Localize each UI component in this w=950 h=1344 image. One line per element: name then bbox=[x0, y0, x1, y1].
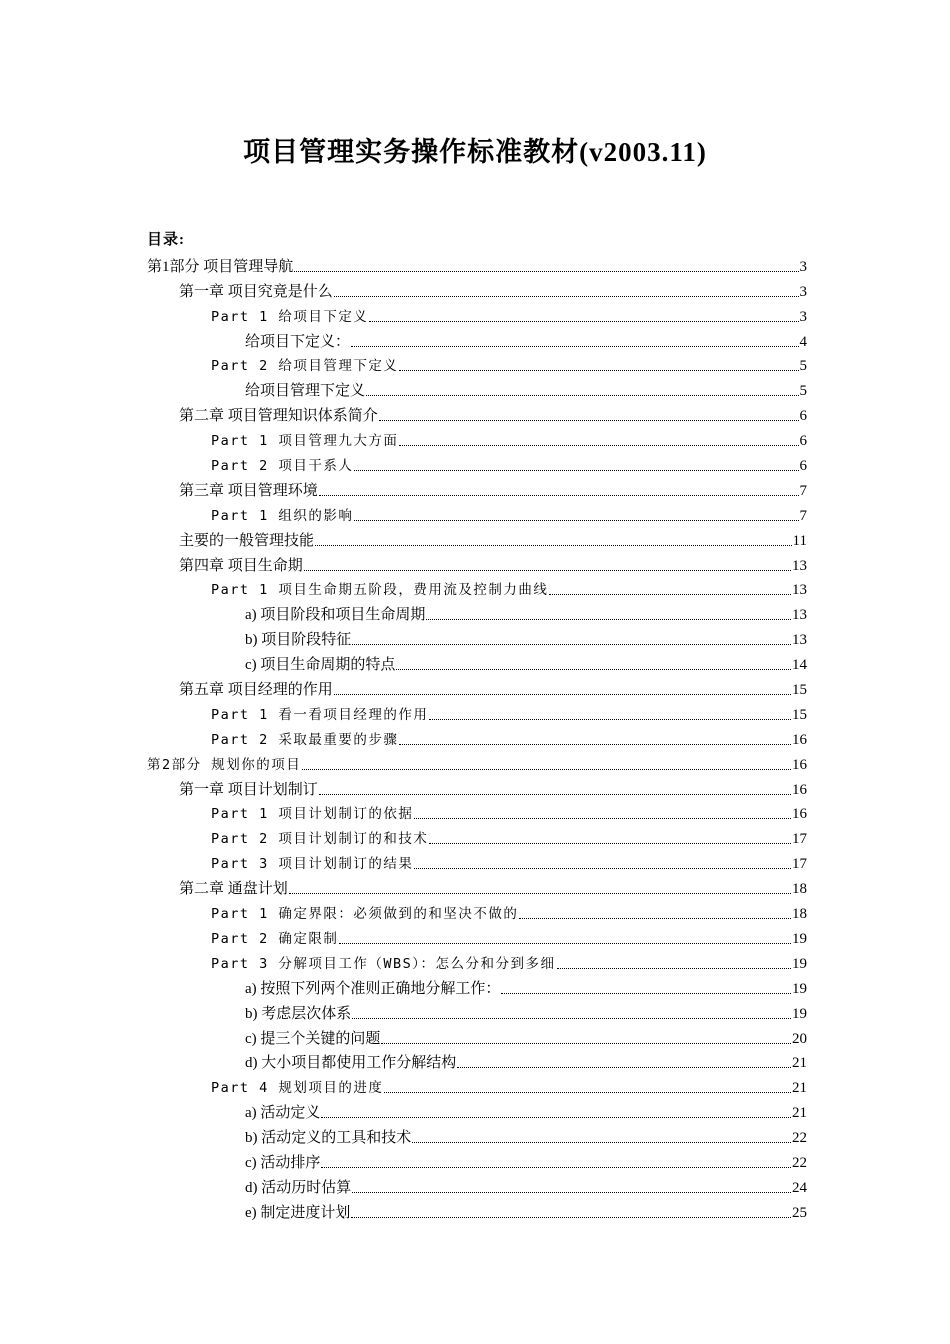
toc-entry-page: 17 bbox=[792, 831, 807, 848]
toc-entry[interactable] bbox=[147, 949, 807, 974]
toc-entry-page: 16 bbox=[792, 756, 807, 773]
toc-entry-page: 3 bbox=[799, 283, 807, 300]
toc-entry[interactable] bbox=[147, 376, 807, 401]
toc-entry-page: 11 bbox=[792, 532, 807, 549]
toc-entry-title: Part 1 确定界限：必须做到的和坚决不做的 bbox=[211, 906, 519, 923]
toc-leader-dots bbox=[294, 271, 798, 272]
toc-leader-dots bbox=[399, 370, 798, 371]
toc-entry[interactable] bbox=[147, 650, 807, 675]
toc-entry-title: 给项目管理下定义 bbox=[245, 383, 366, 400]
toc-leader-dots bbox=[289, 893, 791, 894]
toc-leader-dots bbox=[315, 545, 792, 546]
toc-leader-dots bbox=[412, 1142, 791, 1143]
toc-entry-page: 16 bbox=[792, 781, 807, 798]
toc-entry-page: 13 bbox=[792, 607, 807, 624]
toc-entry[interactable] bbox=[147, 277, 807, 302]
toc-leader-dots bbox=[429, 843, 791, 844]
toc-entry[interactable] bbox=[147, 1148, 807, 1173]
toc-entry-title: 第一章 项目究竟是什么 bbox=[179, 283, 333, 300]
toc-entry-title: c) 活动排序 bbox=[245, 1154, 321, 1171]
toc-entry-title: Part 1 项目计划制订的依据 bbox=[211, 806, 414, 823]
toc-entry[interactable] bbox=[147, 476, 807, 501]
toc-entry[interactable] bbox=[147, 401, 807, 426]
toc-entry[interactable] bbox=[147, 576, 807, 601]
toc-entry-page: 19 bbox=[792, 1005, 807, 1022]
toc-leader-dots bbox=[334, 694, 791, 695]
toc-entry-title: Part 1 项目管理九大方面 bbox=[211, 433, 399, 450]
toc-entry[interactable] bbox=[147, 874, 807, 899]
toc-entry-title: 第1部分 项目管理导航 bbox=[147, 258, 294, 275]
toc-entry[interactable] bbox=[147, 999, 807, 1024]
toc-entry-page: 21 bbox=[792, 1080, 807, 1097]
toc-leader-dots bbox=[384, 1092, 791, 1093]
toc-entry-title: e) 制定进度计划 bbox=[245, 1204, 351, 1221]
toc-entry[interactable] bbox=[147, 800, 807, 825]
document-title: 项目管理实务操作标准教材(v2003.11) bbox=[243, 137, 707, 167]
toc-entry-title: Part 3 分解项目工作（WBS）：怎么分和分到多细 bbox=[211, 955, 556, 972]
toc-leader-dots bbox=[426, 619, 791, 620]
toc-leader-dots bbox=[501, 993, 791, 994]
toc-entry-title: d) 活动历时估算 bbox=[245, 1179, 352, 1196]
toc-leader-dots bbox=[396, 669, 791, 670]
toc-entry[interactable] bbox=[147, 824, 807, 849]
toc-entry[interactable] bbox=[147, 849, 807, 874]
toc-entry-page: 21 bbox=[792, 1055, 807, 1072]
toc-entry[interactable] bbox=[147, 675, 807, 700]
toc-entry-page: 5 bbox=[799, 383, 807, 400]
toc-leader-dots bbox=[457, 1067, 791, 1068]
toc-leader-dots bbox=[321, 1167, 791, 1168]
toc-entry-title: b) 项目阶段特征 bbox=[245, 632, 352, 649]
toc-entry-page: 20 bbox=[792, 1030, 807, 1047]
toc-entry[interactable] bbox=[147, 775, 807, 800]
toc-entry-title: d) 大小项目都使用工作分解结构 bbox=[245, 1055, 457, 1072]
toc-entry-page: 24 bbox=[792, 1179, 807, 1196]
table-of-contents bbox=[147, 252, 807, 1223]
toc-entry[interactable] bbox=[147, 1049, 807, 1074]
toc-entry[interactable] bbox=[147, 1073, 807, 1098]
toc-leader-dots bbox=[414, 868, 791, 869]
toc-leader-dots bbox=[334, 296, 799, 297]
toc-entry-page: 15 bbox=[792, 706, 807, 723]
toc-entry[interactable] bbox=[147, 551, 807, 576]
toc-entry-title: 第2部分 规划你的项目 bbox=[147, 756, 302, 773]
toc-entry[interactable] bbox=[147, 750, 807, 775]
toc-entry-page: 3 bbox=[799, 258, 807, 275]
toc-leader-dots bbox=[352, 1018, 791, 1019]
toc-entry[interactable] bbox=[147, 1173, 807, 1198]
toc-entry-page: 18 bbox=[792, 881, 807, 898]
toc-entry-page: 16 bbox=[792, 731, 807, 748]
toc-leader-dots bbox=[351, 346, 798, 347]
toc-entry-title: Part 2 给项目管理下定义 bbox=[211, 358, 399, 375]
toc-entry-title: Part 1 项目生命期五阶段，费用流及控制力曲线 bbox=[211, 582, 549, 599]
toc-leader-dots bbox=[352, 1192, 791, 1193]
toc-label: 目录: bbox=[147, 232, 185, 248]
toc-entry[interactable] bbox=[147, 924, 807, 949]
toc-leader-dots bbox=[304, 570, 791, 571]
toc-entry-title: 主要的一般管理技能 bbox=[179, 532, 315, 549]
toc-entry-page: 6 bbox=[799, 408, 807, 425]
toc-leader-dots bbox=[366, 395, 798, 396]
toc-entry-page: 21 bbox=[792, 1105, 807, 1122]
toc-entry-title: a) 活动定义 bbox=[245, 1105, 321, 1122]
toc-leader-dots bbox=[302, 769, 791, 770]
toc-entry[interactable] bbox=[147, 725, 807, 750]
toc-entry-title: 第三章 项目管理环境 bbox=[179, 482, 318, 499]
toc-entry-page: 25 bbox=[792, 1204, 807, 1221]
toc-leader-dots bbox=[319, 794, 791, 795]
toc-leader-dots bbox=[519, 918, 791, 919]
toc-entry-title: b) 活动定义的工具和技术 bbox=[245, 1130, 412, 1147]
toc-entry[interactable] bbox=[147, 302, 807, 327]
toc-entry-page: 6 bbox=[799, 433, 807, 450]
toc-entry[interactable] bbox=[147, 252, 807, 277]
toc-entry-page: 13 bbox=[792, 582, 807, 599]
toc-entry-page: 4 bbox=[799, 333, 807, 350]
toc-entry-title: Part 2 项目干系人 bbox=[211, 458, 354, 475]
toc-entry[interactable] bbox=[147, 426, 807, 451]
toc-entry-title: Part 1 给项目下定义 bbox=[211, 308, 369, 325]
toc-entry-title: b) 考虑层次体系 bbox=[245, 1005, 352, 1022]
toc-entry-title: Part 3 项目计划制订的结果 bbox=[211, 856, 414, 873]
toc-leader-dots bbox=[339, 943, 791, 944]
toc-leader-dots bbox=[381, 1043, 791, 1044]
toc-entry-title: a) 项目阶段和项目生命周期 bbox=[245, 607, 426, 624]
toc-leader-dots bbox=[369, 321, 798, 322]
toc-leader-dots bbox=[354, 520, 798, 521]
toc-entry-title: 第四章 项目生命期 bbox=[179, 557, 303, 574]
toc-entry[interactable] bbox=[147, 1198, 807, 1223]
toc-entry-title: 第二章 项目管理知识体系简介 bbox=[179, 408, 378, 425]
toc-leader-dots bbox=[399, 445, 798, 446]
toc-leader-dots bbox=[352, 644, 791, 645]
toc-entry-title: Part 2 确定限制 bbox=[211, 930, 339, 947]
toc-entry[interactable] bbox=[147, 501, 807, 526]
toc-entry-page: 19 bbox=[792, 930, 807, 947]
toc-entry-page: 14 bbox=[792, 657, 807, 674]
toc-entry[interactable] bbox=[147, 1098, 807, 1123]
toc-leader-dots bbox=[549, 594, 791, 595]
toc-entry-title: 第二章 通盘计划 bbox=[179, 881, 288, 898]
toc-leader-dots bbox=[319, 495, 799, 496]
toc-entry-title: Part 1 组织的影响 bbox=[211, 507, 354, 524]
toc-entry-title: a) 按照下列两个准则正确地分解工作： bbox=[245, 980, 501, 997]
toc-entry[interactable] bbox=[147, 327, 807, 352]
toc-entry-page: 5 bbox=[799, 358, 807, 375]
toc-leader-dots bbox=[399, 744, 791, 745]
toc-entry-page: 15 bbox=[792, 682, 807, 699]
toc-entry-title: Part 2 采取最重要的步骤 bbox=[211, 731, 399, 748]
toc-leader-dots bbox=[379, 420, 799, 421]
toc-leader-dots bbox=[429, 719, 791, 720]
toc-entry[interactable] bbox=[147, 899, 807, 924]
toc-entry-page: 19 bbox=[792, 955, 807, 972]
toc-entry[interactable] bbox=[147, 974, 807, 999]
toc-entry-page: 13 bbox=[792, 632, 807, 649]
toc-entry-page: 22 bbox=[792, 1130, 807, 1147]
toc-leader-dots bbox=[321, 1117, 791, 1118]
toc-entry-page: 18 bbox=[792, 906, 807, 923]
toc-entry-page: 7 bbox=[799, 482, 807, 499]
toc-leader-dots bbox=[557, 968, 791, 969]
toc-leader-dots bbox=[414, 818, 791, 819]
toc-entry-page: 7 bbox=[799, 507, 807, 524]
toc-entry-title: Part 2 项目计划制订的和技术 bbox=[211, 831, 429, 848]
toc-entry-page: 17 bbox=[792, 856, 807, 873]
toc-entry-title: Part 1 看一看项目经理的作用 bbox=[211, 706, 429, 723]
toc-entry[interactable] bbox=[147, 700, 807, 725]
toc-entry-title: 第一章 项目计划制订 bbox=[179, 781, 318, 798]
toc-entry[interactable] bbox=[147, 600, 807, 625]
toc-leader-dots bbox=[351, 1217, 791, 1218]
toc-entry-title: c) 提三个关键的问题 bbox=[245, 1030, 381, 1047]
toc-entry-page: 13 bbox=[792, 557, 807, 574]
toc-entry[interactable] bbox=[147, 625, 807, 650]
toc-entry-title: c) 项目生命周期的特点 bbox=[245, 657, 396, 674]
toc-entry-title: Part 4 规划项目的进度 bbox=[211, 1080, 384, 1097]
toc-entry[interactable] bbox=[147, 1123, 807, 1148]
toc-leader-dots bbox=[354, 470, 798, 471]
toc-entry-page: 6 bbox=[799, 458, 807, 475]
toc-entry-title: 第五章 项目经理的作用 bbox=[179, 682, 333, 699]
toc-entry-page: 3 bbox=[799, 308, 807, 325]
toc-entry[interactable] bbox=[147, 526, 807, 551]
toc-entry-page: 22 bbox=[792, 1154, 807, 1171]
toc-entry[interactable] bbox=[147, 352, 807, 377]
toc-entry-page: 16 bbox=[792, 806, 807, 823]
toc-entry-title: 给项目下定义： bbox=[245, 333, 351, 350]
toc-entry[interactable] bbox=[147, 1024, 807, 1049]
toc-entry-page: 19 bbox=[792, 980, 807, 997]
toc-entry[interactable] bbox=[147, 451, 807, 476]
